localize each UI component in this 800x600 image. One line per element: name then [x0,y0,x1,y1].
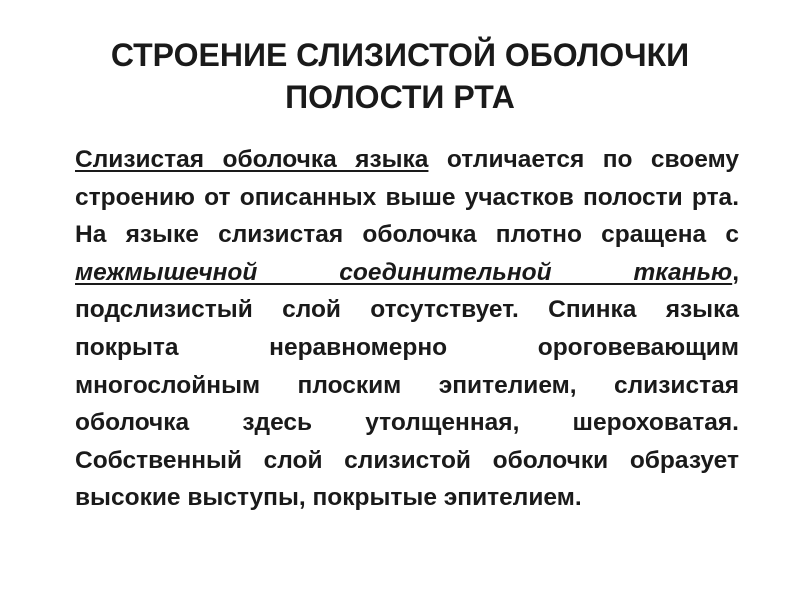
term-connective-tissue: межмышечной соединительной тканью [75,258,733,286]
body-text-part-1: отличается по своему строению от описанных выше участков полости рта. На языке слизистая оболочка плотно сращена с [75,146,739,249]
slide-title [40,34,760,118]
body-paragraph [75,141,739,517]
slide-title-line-1: СТРОЕНИЕ СЛИЗИСТОЙ ОБОЛОЧКИ [110,37,690,73]
slide-title-line-2: ПОЛОСТИ РТА [285,79,515,115]
term-tongue-mucosa: Слизистая оболочка языка [75,146,429,173]
body-text-part-2: , подслизистый слой отсутствует. Спинка языка покрыта неравномерно ороговевающим многослойным плоским эпителием, слизистая оболочка здесь утолщенная, шероховатая. Собственный слой слизистой оболочки образует высокие выступы, покрытые эпителием. [75,258,739,512]
